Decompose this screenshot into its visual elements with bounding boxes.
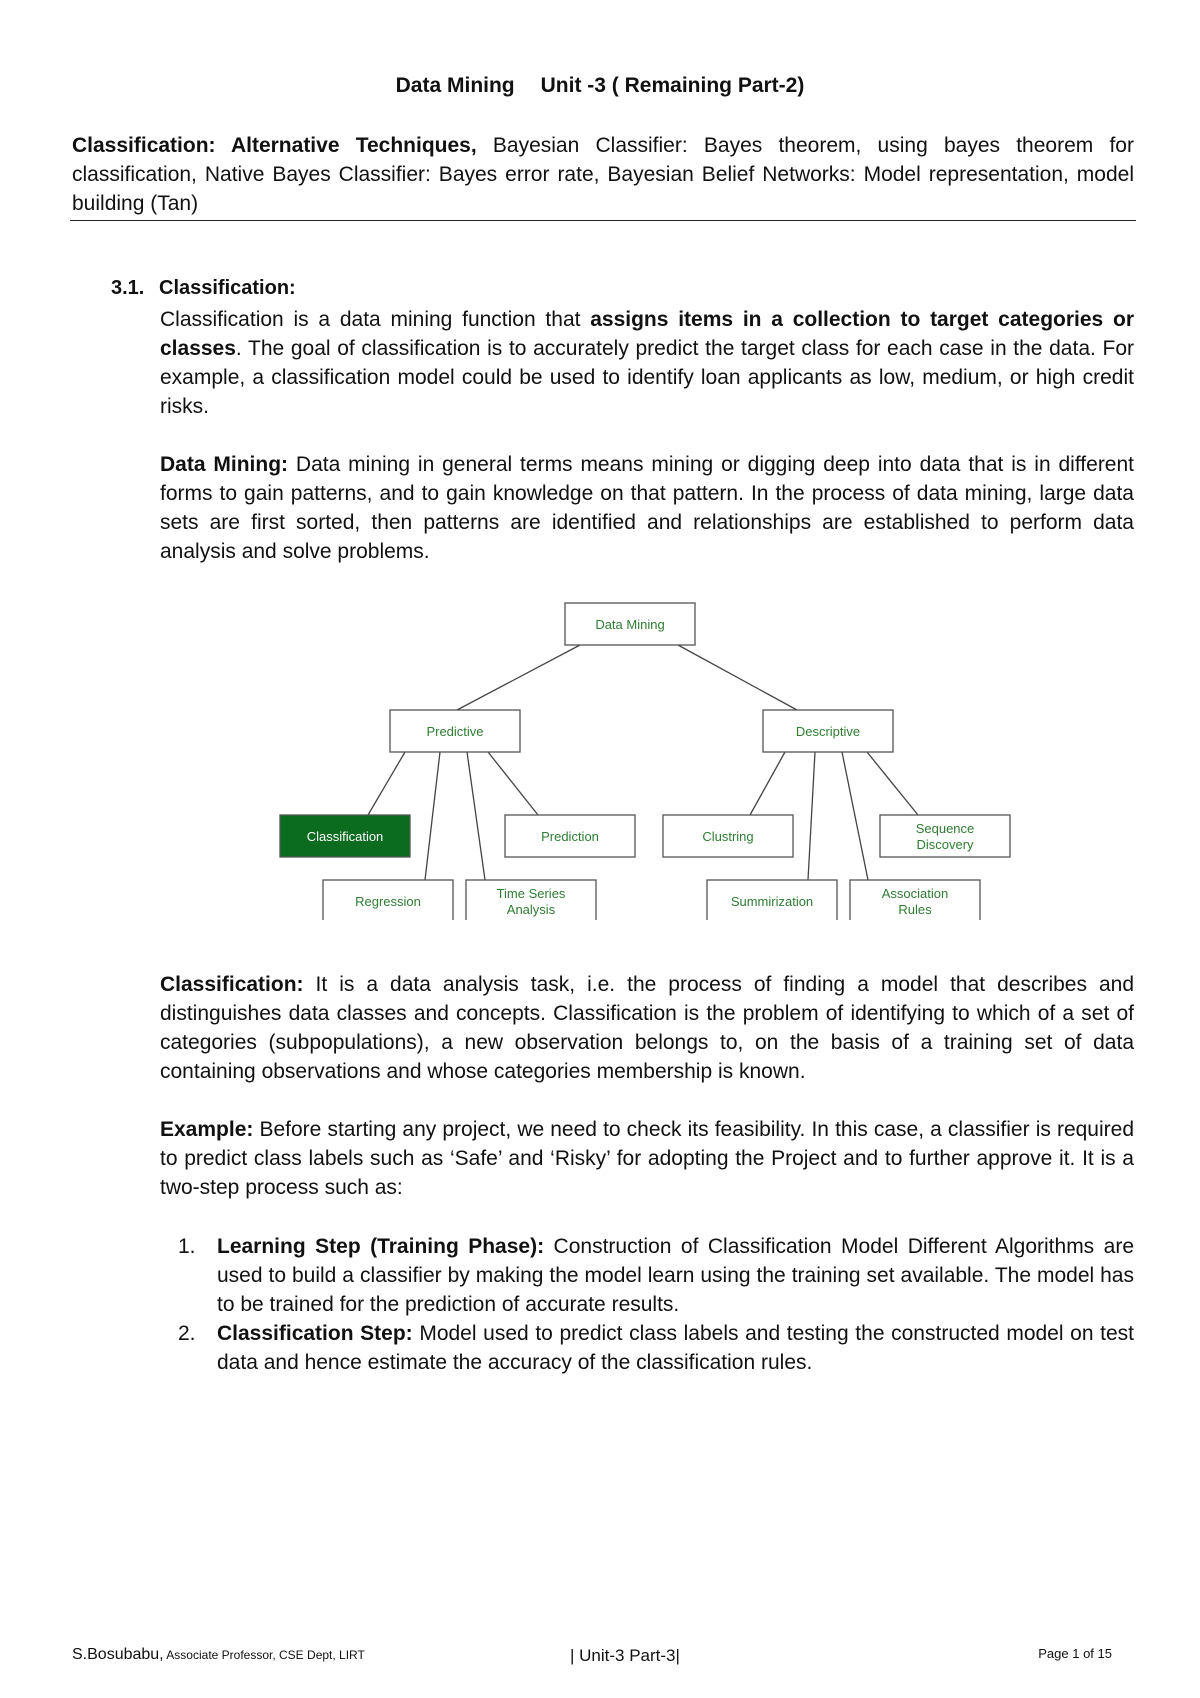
data-mining-paragraph [160, 450, 1134, 566]
node-sequence-label-2: Discovery [916, 837, 974, 852]
node-association-label-1: Association [881, 886, 949, 901]
node-classification [280, 815, 410, 857]
process-steps-list [160, 1232, 1134, 1377]
section-number: 3.1. [111, 277, 145, 299]
node-descriptive-label: Descriptive [795, 724, 861, 739]
node-clustring [663, 815, 793, 857]
node-summirization [707, 880, 837, 920]
list-item [160, 1319, 1134, 1377]
node-predictive [390, 710, 520, 752]
node-prediction-label: Prediction [541, 829, 599, 844]
node-predictive-label: Predictive [426, 724, 484, 739]
node-association-label-2: Rules [898, 902, 932, 917]
header-divider [70, 220, 1136, 221]
node-time-series-label-1: Time Series [496, 886, 566, 901]
footer-author-role: Associate Professor, CSE Dept, LIRT [163, 1648, 365, 1662]
node-classification-label: Classification [306, 829, 384, 844]
node-association-rules [850, 880, 980, 920]
step-text: Model used to predict class labels and testing the constructed model on test data and hence estimate the accuracy of the classification rules. [217, 1322, 1134, 1374]
data-mining-text: Data mining in general terms means mining or digging deep into data that is in different forms to gain patterns, and to gain knowledge on that pattern. In the process of data mining, large data sets are first sorted, then patterns are identified and relationships are established to perform data analysis and solve problems. [160, 453, 1135, 563]
node-clustring-label: Clustring [702, 829, 754, 844]
footer-unit: | Unit-3 Part-3| [570, 1646, 680, 1665]
step-number: 2. [178, 1322, 196, 1345]
syllabus-paragraph [72, 131, 1134, 218]
step-text: Construction of Classification Model Different Algorithms are used to build a classifier by making the model learn using the training set available. The model has to be trained for the prediction of accurate results. [217, 1235, 1134, 1316]
diagram-connectors [368, 645, 918, 880]
node-descriptive [763, 710, 893, 752]
step-label: Classification Step: [217, 1322, 413, 1345]
classification-intro-paragraph [160, 305, 1134, 421]
list-item [160, 1232, 1134, 1319]
section-title: Classification: [159, 277, 296, 299]
intro-text-c: . The goal of classification is to accurately predict the target class for each case in the data. For example, a classification model could be used to identify loan applicants as low, medium, or high credit risks. [160, 337, 1134, 418]
example-text: Before starting any project, we need to check its feasibility. In this case, a classifier is required to predict class labels such as ‘Safe’ and ‘Risky’ for adopting the Project and to further approve it. It is a two-step process such as: [160, 1118, 1134, 1199]
classification-text: It is a data analysis task, i.e. the process of finding a model that describes and distinguishes data classes and concepts. Classification is the problem of identifying to which of a set of categories (subpopulations), a new observation belongs to, on the basis of a training set of data containing observations and whose categories membership is known. [160, 973, 1134, 1083]
node-sequence-discovery [880, 815, 1010, 857]
step-number: 1. [178, 1235, 196, 1258]
section-heading [111, 277, 296, 300]
step-label: Learning Step (Training Phase): [217, 1235, 545, 1258]
node-regression [323, 880, 453, 920]
node-time-series-analysis [466, 880, 596, 920]
footer-page-number: Page 1 of 15 [1038, 1646, 1112, 1661]
syllabus-text: Bayesian Classifier: Bayes theorem, using bayes theorem for classification, Native Bayes Classifier: Bayes error rate, Bayesian Belief Networks: Model representation, model building (Tan) [72, 134, 1134, 215]
syllabus-lead: Classification: Alternative Techniques, [72, 134, 477, 157]
node-time-series-label-2: Analysis [506, 902, 556, 917]
intro-text-bold: assigns items in a collection to target categories or classes [160, 308, 1134, 360]
node-sequence-label-1: Sequence [915, 821, 975, 836]
node-data-mining-label: Data Mining [595, 617, 665, 632]
classification-definition-paragraph [160, 970, 1134, 1086]
data-mining-tree-diagram [260, 590, 1020, 920]
example-paragraph [160, 1115, 1134, 1202]
page-footer [72, 1646, 1112, 1670]
node-summirization-label: Summirization [730, 894, 814, 909]
example-label: Example: [160, 1118, 254, 1141]
intro-text-a: Classification is a data mining function that [160, 308, 591, 331]
title-unit: Unit -3 ( Remaining Part-2) [540, 74, 805, 97]
footer-author-name: S.Bosubabu, [72, 1646, 164, 1663]
node-prediction [505, 815, 635, 857]
node-regression-label: Regression [355, 894, 421, 909]
footer-author [72, 1646, 365, 1664]
title-subject: Data Mining [395, 74, 515, 97]
node-data-mining [565, 603, 695, 645]
data-mining-label: Data Mining: [160, 453, 289, 476]
classification-label: Classification: [160, 973, 304, 996]
document-title [0, 74, 1200, 98]
